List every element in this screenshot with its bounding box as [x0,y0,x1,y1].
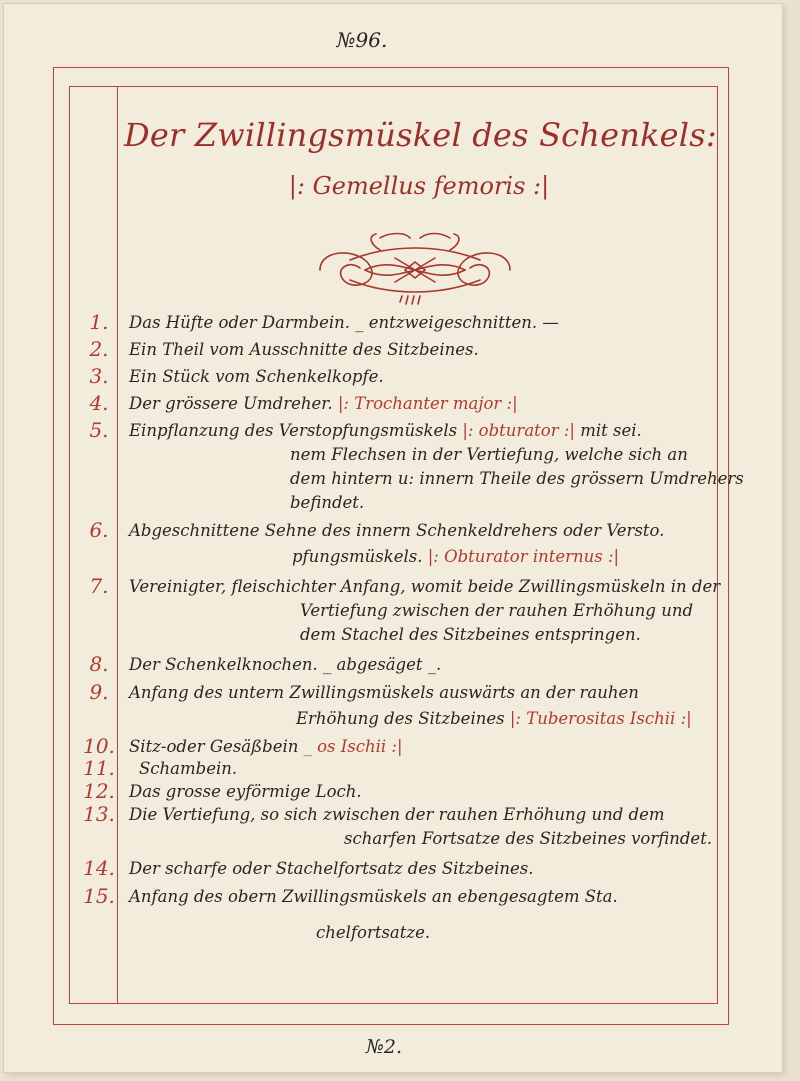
legend-list [4,4,782,1072]
page-title: Der Zwillingsmüskel des Schenkels: [124,116,717,154]
latin-term: |: obturator :| [462,421,575,440]
entry-continuation: Vertiefung zwischen der rauhen Erhöhung und [300,601,694,620]
entry-text: Der grössere Umdreher. [129,394,333,413]
entry-number: 15. [83,884,115,908]
manuscript-page [4,4,782,1072]
entry-number: 5. [89,418,109,442]
entry-text: Ein Theil vom Ausschnitte des Sitzbeines. [129,340,479,359]
latin-term: |: Tuberositas Ischii :| [509,709,692,728]
entry-text: Anfang des obern Zwillingsmüskels an ebengesagtem Sta. [129,887,618,906]
latin-subtitle: |: Gemellus femoris :| [288,172,550,200]
entry-number: 6. [89,518,109,542]
entry-text: Der scharfe oder Stachelfortsatz des Sitzbeines. [129,859,534,878]
entry-number: 9. [89,680,109,704]
entry-continuation: scharfen Fortsatze des Sitzbeines vorfindet. [344,829,713,848]
entry-continuation: dem hintern u: innern Theile des grössern Umdrehers [290,469,744,488]
entry-text: Schambein. [139,759,238,778]
entry-text: Sitz-oder Gesäßbein [129,737,299,756]
entry-continuation: dem Stachel des Sitzbeines entspringen. [300,625,641,644]
entry-number: 1. [89,310,109,334]
entry-number: 7. [89,574,109,598]
entry-number: 4. [89,391,109,415]
entry-number: 13. [83,802,115,826]
entry-number: 2. [89,337,109,361]
entry-text: Abgeschnittene Sehne des innern Schenkeldrehers oder Versto. [129,521,665,540]
page-number-top: №96. [336,28,388,52]
entry-number: 8. [89,652,109,676]
entry-continuation: chelfortsatze. [316,923,431,942]
entry-text: Einpflanzung des Verstopfungsmüskels [129,421,458,440]
entry-number: 11. [83,756,115,780]
entry-continuation: pfungsmüskels. [292,547,423,566]
entry-text: Das grosse eyförmige Loch. [129,782,362,801]
entry-text: Der Schenkelknochen. _ abgesäget _. [129,655,442,674]
page-number-bottom: №2. [365,1036,403,1058]
entry-text: Das Hüfte oder Darmbein. _ entzweigeschnitten. — [129,313,559,332]
entry-number: 14. [83,856,115,880]
entry-text-after: mit sei. [580,421,642,440]
entry-number: 12. [83,779,115,803]
latin-term: _ os Ischii :| [303,737,403,756]
latin-term: |: Trochanter major :| [337,394,518,413]
entry-text: Die Vertiefung, so sich zwischen der rauhen Erhöhung und dem [129,805,665,824]
entry-number: 10. [83,734,115,758]
entry-text: Anfang des untern Zwillingsmüskels auswärts an der rauhen [129,683,639,702]
entry-continuation: befindet. [290,493,365,512]
entry-continuation: Erhöhung des Sitzbeines [296,709,505,728]
entry-text: Ein Stück vom Schenkelkopfe. [129,367,384,386]
entry-text: Vereinigter, fleischichter Anfang, womit beide Zwillingsmüskeln in der [129,577,721,596]
entry-continuation: nem Flechsen in der Vertiefung, welche sich an [290,445,688,464]
latin-term: |: Obturator internus :| [427,547,620,566]
entry-number: 3. [89,364,109,388]
